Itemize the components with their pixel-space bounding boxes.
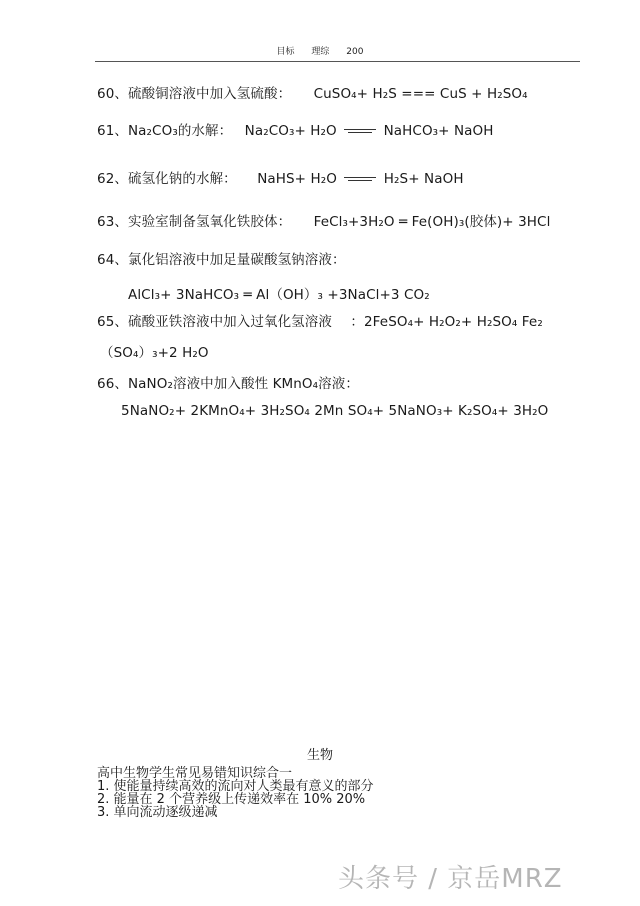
equation-label: 62、硫氢化钠的水解： — [97, 171, 237, 187]
equation-62 — [97, 167, 464, 187]
equation-64-reaction — [128, 283, 430, 303]
equation-reaction: 5NaNO₂+ 2KMnO₄+ 3H₂SO₄ 2Mn SO₄+ 5NaNO₃+ K₂SO₄+ 3H₂O — [121, 403, 549, 419]
equation-reaction-right: NaHCO₃+ NaOH — [383, 123, 494, 139]
equation-reaction-right: H₂S+ NaOH — [383, 171, 464, 187]
equation-label: 63、实验室制备氢氧化铁胶体： — [97, 214, 292, 230]
biology-line: 3. 单向流动逐级递减 — [97, 805, 218, 820]
equation-label: 66、NaNO₂溶液中加入酸性 KMnO₄溶液： — [97, 376, 359, 392]
equation-64-label — [97, 248, 346, 268]
equation-60 — [97, 82, 528, 102]
biology-line: 高中生物学生常见易错知识综合一 — [97, 766, 293, 781]
section-title-biology: 生物 — [306, 748, 333, 763]
header-middle: 理综 — [311, 47, 330, 57]
reversible-arrow-icon — [344, 175, 376, 183]
equation-63 — [97, 210, 550, 230]
header-divider — [95, 61, 580, 62]
header-right: 200 — [346, 47, 364, 57]
equation-reaction: CuSO₄+ H₂S === CuS + H₂SO₄ — [313, 86, 528, 102]
equation-65 — [97, 310, 543, 330]
equation-reaction-left: Na₂CO₃+ H₂O — [244, 123, 337, 139]
equation-reaction: AlCl₃+ 3NaHCO₃ ═ Al（OH）₃ +3NaCl+3 CO₂ — [128, 287, 430, 303]
equation-61 — [97, 119, 494, 139]
reversible-arrow-icon — [344, 127, 376, 135]
equation-reaction-left: NaHS+ H₂O — [257, 171, 337, 187]
biology-line: 2. 能量在 2 个营养级上传递效率在 10% 20% — [97, 792, 366, 807]
page-header — [0, 44, 640, 57]
equation-label: 65、硫酸亚铁溶液中加入过氧化氢溶液 — [97, 314, 332, 330]
equation-continuation: （SO₄）₃+2 H₂O — [100, 345, 209, 361]
equation-label: 60、硫酸铜溶液中加入氢硫酸： — [97, 86, 292, 102]
equation-label: 61、Na₂CO₃的水解： — [97, 123, 233, 139]
watermark: 头条号 / 京岳MRZ — [338, 864, 563, 894]
equation-66-reaction — [121, 403, 548, 419]
equation-65-continuation — [100, 341, 209, 361]
header-left: 目标 — [276, 47, 295, 57]
equation-reaction: ：2FeSO₄+ H₂O₂+ H₂SO₄ Fe₂ — [350, 314, 543, 330]
biology-line: 1. 使能量持续高效的流向对人类最有意义的部分 — [97, 779, 374, 794]
equation-label: 64、氯化铝溶液中加足量碳酸氢钠溶液： — [97, 252, 346, 268]
equation-reaction: FeCl₃+3H₂O ═ Fe(OH)₃(胶体)+ 3HCl — [313, 214, 551, 230]
equation-66-label — [97, 372, 359, 392]
